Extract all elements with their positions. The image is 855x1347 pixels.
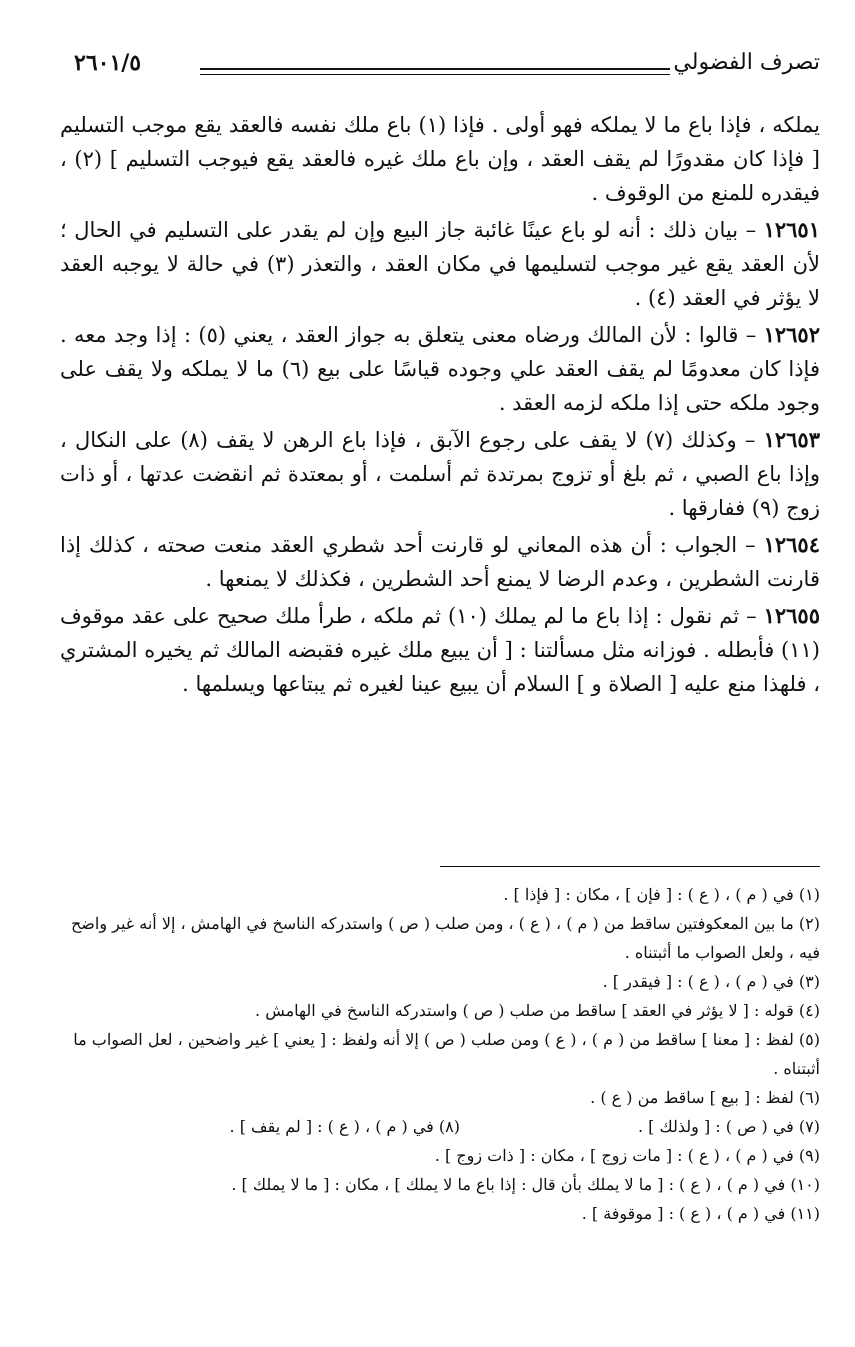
footnotes: [60, 880, 820, 1228]
paragraph: [60, 213, 820, 315]
footnote: (٩) في ( م ) ، ( ع ) : [ مات زوج ] ، مكان : [ ذات زوج ] .: [434, 1146, 820, 1165]
running-title: تصرف الفضولي: [673, 50, 820, 75]
footnote: (٥) لفظ : [ معنا ] ساقط من ( م ) ، ( ع ) ومن صلب ( ص ) إلا أنه ولفظ : [ يعني ] غير واضحين ، لعل الصواب ما أثبتناه .: [73, 1030, 820, 1078]
paragraph: [60, 599, 820, 701]
paragraph-number: ١٢٦٥٢: [763, 322, 820, 347]
header-rule: [200, 68, 670, 70]
footnote: (٦) لفظ : [ بيع ] ساقط من ( ع ) .: [590, 1088, 820, 1107]
paragraph: [60, 108, 820, 210]
paragraph-text: – وكذلك (٧) لا يقف على رجوع الآبق ، فإذا باع الرهن لا يقف (٨) على النكال ، وإذا باع الصبي ، ثم بلغ أو تزوج بمرتدة ثم أسلمت ، أو بمعتدة ثم انقضت عدتها ، أو ذات زوج (٩) ففارقها .: [60, 428, 820, 520]
paragraph: [60, 423, 820, 525]
paragraph: [60, 528, 820, 596]
header-rule-thin: [200, 74, 670, 75]
paragraph: [60, 318, 820, 420]
paragraph-number: ١٢٦٥٥: [763, 603, 820, 628]
page-number: ٢٦٠١/٥: [74, 50, 142, 76]
footnote: (٧) في ( ص ) : [ ولذلك ] .: [638, 1117, 820, 1136]
paragraph-text: – قالوا : لأن المالك ورضاه معنى يتعلق به جواز العقد ، يعني (٥) : إذا وجد معه . فإذا كان معدومًا لم يقف العقد علي وجوده قياسًا على بيع (٦) ما لا يملكه ولا يقف على وجود ملكه حتى إذا ملكه لزمه العقد .: [60, 323, 820, 415]
paragraph-text: يملكه ، فإذا باع ما لا يملكه فهو أولى . فإذا (١) باع ملك نفسه فالعقد يقع موجب التسليم [ فإذا كان مقدورًا لم يقف العقد ، وإن باع ملك غيره فالعقد يقع فيوجب التسليم ] (٢) ، فيقدره للمنع من الوقوف .: [60, 113, 821, 205]
footnote: (٢) ما بين المعكوفتين ساقط من ( م ) ، ( ع ) ، ومن صلب ( ص ) واستدركه الناسخ في الهامش ، إلا أنه غير واضح فيه ، ولعل الصواب ما أثبتناه .: [70, 914, 820, 962]
paragraph-number: ١٢٦٥١: [763, 217, 820, 242]
page-header: [60, 48, 820, 88]
footnote: (٨) في ( م ) ، ( ع ) : [ لم يقف ] .: [229, 1117, 460, 1136]
footnote: (١٠) في ( م ) ، ( ع ) : [ ما لا يملك بأن قال : إذا باع ما لا يملك ] ، مكان : [ ما لا يملك ] .: [231, 1175, 820, 1194]
footnote: (٤) قوله : [ لا يؤثر في العقد ] ساقط من صلب ( ص ) واستدركه الناسخ في الهامش .: [255, 1001, 820, 1020]
footnote-separator: [440, 866, 820, 867]
main-text: [60, 108, 820, 704]
footnote: (١١) في ( م ) ، ( ع ) : [ موقوفة ] .: [581, 1204, 820, 1223]
paragraph-text: – بيان ذلك : أنه لو باع عينًا غائبة جاز البيع وإن لم يقدر على التسليم في الحال ؛ لأن العقد يقع غير موجب لتسليمها في مكان العقد ، والتعذر (٣) في حالة لا يوجبه العقد لا يؤثر في العقد (٤) .: [60, 218, 820, 310]
paragraph-text: – الجواب : أن هذه المعاني لو قارنت أحد شطري العقد منعت صحته ، كذلك إذا قارنت الشطرين ، وعدم الرضا لا يمنع أحد الشطرين ، فكذلك لا يمنعها .: [60, 533, 820, 591]
footnote: (٣) في ( م ) ، ( ع ) : [ فيقدر ] .: [602, 972, 820, 991]
footnote: (١) في ( م ) ، ( ع ) : [ فإن ] ، مكان : [ فإذا ] .: [503, 885, 820, 904]
paragraph-number: ١٢٦٥٣: [763, 427, 820, 452]
footnote-row: [60, 1112, 820, 1141]
paragraph-text: – ثم نقول : إذا باع ما لم يملك (١٠) ثم ملكه ، طرأ ملك صحيح على عقد موقوف (١١) فأبطله . فوزانه مثل مسألتنا : [ أن يبيع ملك غيره فقبضه المالك ثم يخيره المشتري ، فلهذا منع عليه [ الصلاة و ] السلام أن يبيع عينا لغيره ثم يبتاعها ويسلمها .: [60, 604, 820, 696]
paragraph-number: ١٢٦٥٤: [763, 532, 820, 557]
